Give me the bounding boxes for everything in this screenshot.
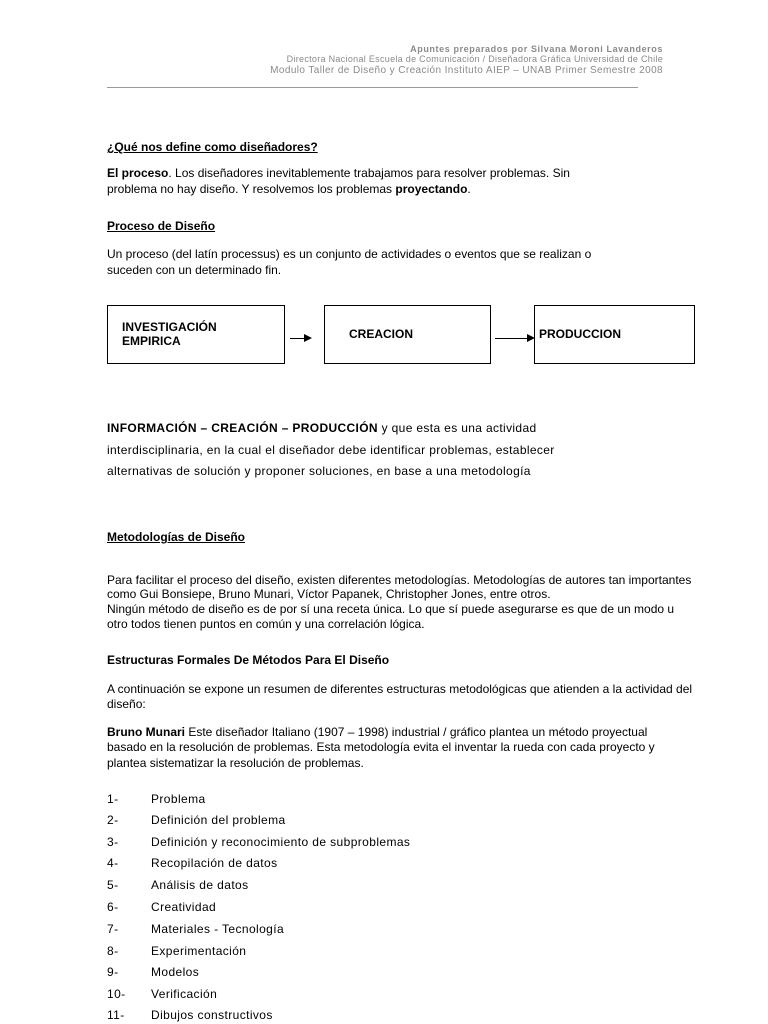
list-item-number: 5- bbox=[107, 878, 119, 892]
munari-name: Bruno Munari bbox=[107, 725, 185, 739]
diagram-box-produccion bbox=[534, 305, 695, 364]
list-item-label: Recopilación de datos bbox=[151, 856, 278, 870]
list-item-label: Creatividad bbox=[151, 900, 217, 914]
header-module: Modulo Taller de Diseño y Creación Instituto AIEP – UNAB Primer Semestre 2008 bbox=[270, 65, 663, 76]
list-item-label: Definición y reconocimiento de subproblemas bbox=[151, 835, 411, 849]
definition-line1: Un proceso (del latín processus) es un conjunto de actividades o eventos que se realizan o bbox=[107, 247, 592, 261]
paragraph-process-line1 bbox=[107, 165, 570, 181]
diagram-box-investigacion bbox=[107, 305, 285, 364]
paragraph-process-end: . bbox=[467, 182, 471, 196]
list-item-number: 2- bbox=[107, 813, 119, 827]
question-heading: ¿Qué nos define como diseñadores? bbox=[107, 140, 318, 154]
methodologies-line3: Ningún método de diseño es de por sí una receta única. Lo que sí puede asegurarse es que de un modo u bbox=[107, 602, 675, 616]
section-heading-estructuras: Estructuras Formales De Métodos Para El Diseño bbox=[107, 653, 390, 667]
munari-line3: plantea sistematizar la resolución de problemas. bbox=[107, 756, 364, 770]
list-item-number: 10- bbox=[107, 987, 126, 1001]
list-item-number: 7- bbox=[107, 922, 119, 936]
summary-line3: alternativas de solución y proponer soluciones, en base a una metodología bbox=[107, 464, 531, 478]
list-item-label: Modelos bbox=[151, 965, 200, 979]
box-investigacion-line1: INVESTIGACIÓN bbox=[122, 320, 217, 334]
list-item-number: 3- bbox=[107, 835, 119, 849]
structures-line2: diseño: bbox=[107, 697, 146, 711]
section-heading-proceso: Proceso de Diseño bbox=[107, 219, 216, 233]
list-item-number: 1- bbox=[107, 792, 119, 806]
list-item-number: 9- bbox=[107, 965, 119, 979]
summary-line1-rest: y que esta es una actividad bbox=[377, 421, 537, 435]
bold-el-proceso: El proceso bbox=[107, 166, 169, 180]
header-affiliation: Directora Nacional Escuela de Comunicación / Diseñadora Gráfica Universidad de Chile bbox=[286, 54, 663, 64]
list-item-label: Dibujos constructivos bbox=[151, 1008, 273, 1022]
methodologies-line1: Para facilitar el proceso del diseño, existen diferentes metodologías. Metodologías de autores tan importantes bbox=[107, 573, 692, 587]
arrow-head-1 bbox=[304, 334, 312, 342]
list-item-number: 11- bbox=[107, 1008, 125, 1022]
munari-line2: basado en la resolución de problemas. Esta metodología evita el inventar la rueda con cada proyecto y bbox=[107, 740, 655, 754]
box-produccion-label: PRODUCCION bbox=[539, 327, 622, 341]
diagram-box-creacion bbox=[324, 305, 491, 364]
paragraph-process-text1: . Los diseñadores inevitablemente trabajamos para resolver problemas. Sin bbox=[168, 166, 570, 180]
summary-bold: INFORMACIÓN – CREACIÓN – PRODUCCIÓN bbox=[107, 421, 378, 435]
paragraph-process-line2 bbox=[107, 181, 471, 197]
definition-line2: suceden con un determinado fin. bbox=[107, 263, 282, 277]
bold-proyectando: proyectando bbox=[395, 182, 468, 196]
arrow-line-2 bbox=[495, 338, 529, 339]
header-author: Apuntes preparados por Silvana Moroni Lavanderos bbox=[410, 44, 663, 54]
methodologies-line4: otro todos tienen puntos en común y una correlación lógica. bbox=[107, 617, 425, 631]
section-heading-metodologias: Metodologías de Diseño bbox=[107, 530, 246, 544]
list-item-number: 8- bbox=[107, 944, 119, 958]
list-item-label: Análisis de datos bbox=[151, 878, 249, 892]
list-item-number: 6- bbox=[107, 900, 119, 914]
header-divider bbox=[107, 87, 638, 88]
list-item-label: Materiales - Tecnología bbox=[151, 922, 285, 936]
list-item-number: 4- bbox=[107, 856, 119, 870]
structures-line1: A continuación se expone un resumen de diferentes estructuras metodológicas que atienden a la actividad del bbox=[107, 682, 693, 696]
paragraph-process-text2: problema no hay diseño. Y resolvemos los problemas bbox=[107, 182, 396, 196]
box-creacion-label: CREACION bbox=[349, 327, 414, 341]
box-investigacion-line2: EMPIRICA bbox=[122, 334, 181, 348]
list-item-label: Experimentación bbox=[151, 944, 247, 958]
list-item-label: Verificación bbox=[151, 987, 218, 1001]
munari-line1-rest: Este diseñador Italiano (1907 – 1998) industrial / gráfico plantea un método proyectual bbox=[185, 725, 648, 739]
summary-line1 bbox=[107, 420, 537, 436]
munari-line1 bbox=[107, 724, 647, 740]
list-item-label: Problema bbox=[151, 792, 206, 806]
list-item-label: Definición del problema bbox=[151, 813, 286, 827]
summary-line2: interdisciplinaria, en la cual el diseñador debe identificar problemas, establecer bbox=[107, 443, 555, 457]
methodologies-line2: como Gui Bonsiepe, Bruno Munari, Víctor Papanek, Christopher Jones, entre otros. bbox=[107, 587, 551, 601]
